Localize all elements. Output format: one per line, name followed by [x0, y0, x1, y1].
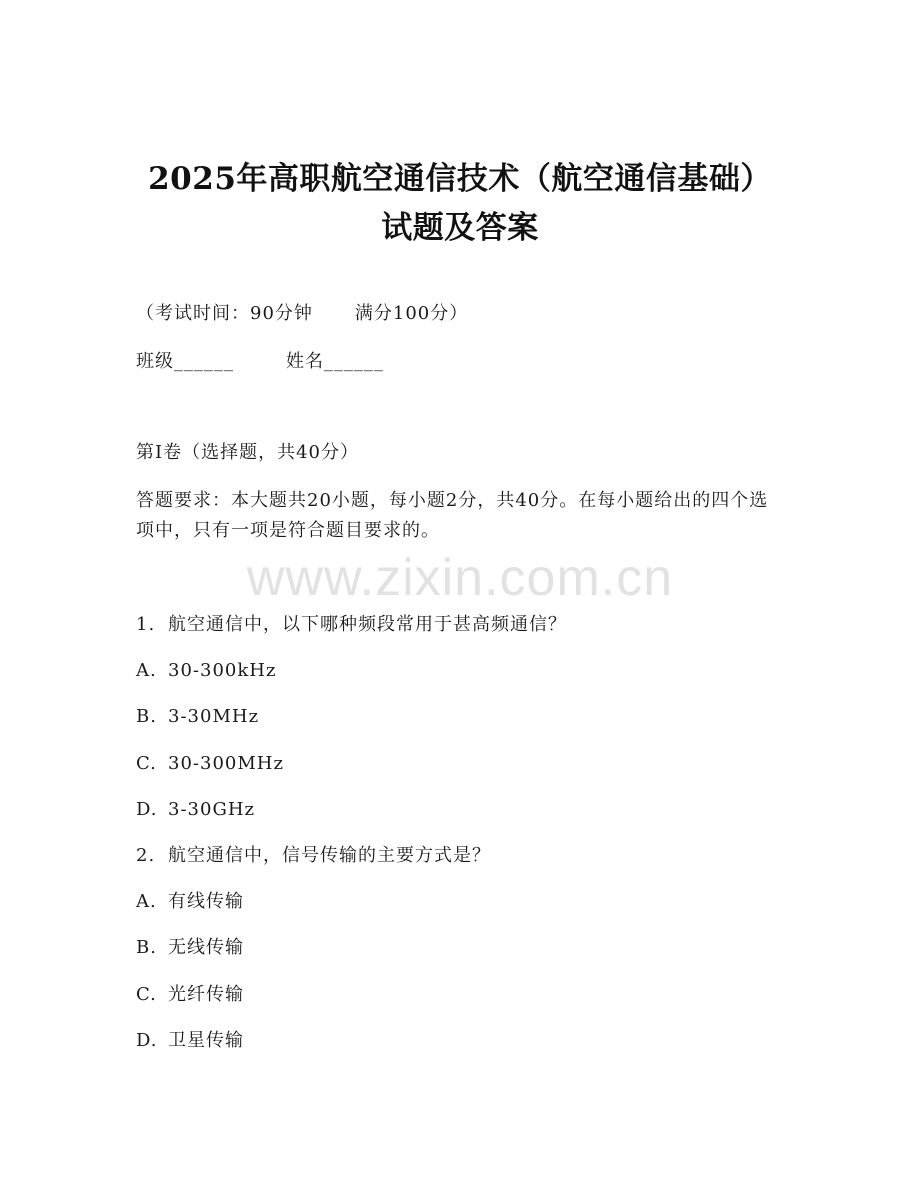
question-number: 2. — [136, 845, 156, 866]
name-field[interactable]: 姓名______ — [286, 351, 384, 372]
section-title: 第I卷（选择题，共40分） — [136, 442, 360, 463]
watermark: www.zixin.com.cn — [246, 549, 674, 607]
title-line-1: 2025年高职航空通信技术（航空通信基础） — [148, 161, 772, 197]
option-letter: D. — [136, 799, 158, 820]
option-text: 光纤传输 — [168, 984, 244, 1005]
option-text: 30-300kHz — [168, 660, 277, 681]
q2-option-d[interactable] — [136, 1028, 244, 1054]
option-text: 卫星传输 — [168, 1030, 244, 1051]
question-number: 1. — [136, 614, 156, 635]
exam-info — [136, 301, 468, 327]
option-text: 无线传输 — [168, 937, 244, 958]
option-letter: C. — [136, 753, 157, 774]
option-letter: B. — [136, 706, 157, 727]
q1-option-c[interactable] — [136, 751, 284, 777]
option-text: 3-30GHz — [168, 799, 255, 820]
option-text: 有线传输 — [168, 891, 244, 912]
option-text: 30-300MHz — [168, 753, 284, 774]
question-text: 航空通信中，以下哪种频段常用于甚高频通信？ — [168, 614, 567, 635]
q2-option-b[interactable] — [136, 935, 244, 961]
full-marks: 满分100分） — [354, 303, 469, 324]
option-text: 3-30MHz — [168, 706, 260, 727]
question-2 — [136, 843, 491, 869]
question-text: 航空通信中，信号传输的主要方式是？ — [168, 845, 491, 866]
q2-option-a[interactable] — [136, 889, 244, 915]
q1-option-d[interactable] — [136, 797, 255, 823]
q1-option-a[interactable] — [136, 658, 276, 684]
exam-time: （考试时间：90分钟 — [136, 303, 313, 324]
option-letter: A. — [136, 891, 157, 912]
q2-option-c[interactable] — [136, 982, 244, 1008]
option-letter: C. — [136, 984, 157, 1005]
option-letter: D. — [136, 1030, 158, 1051]
title-line-2: 试题及答案 — [381, 210, 539, 246]
instruction-text: 答题要求：本大题共20小题，每小题2分，共40分。在每小题给出的四个选项中，只有一项是符合题目要求的。 — [136, 490, 769, 541]
class-field[interactable]: 班级______ — [136, 351, 234, 372]
student-fields — [136, 349, 384, 375]
option-letter: B. — [136, 937, 157, 958]
option-letter: A. — [136, 660, 157, 681]
q1-option-b[interactable] — [136, 704, 259, 730]
question-1 — [136, 612, 567, 638]
